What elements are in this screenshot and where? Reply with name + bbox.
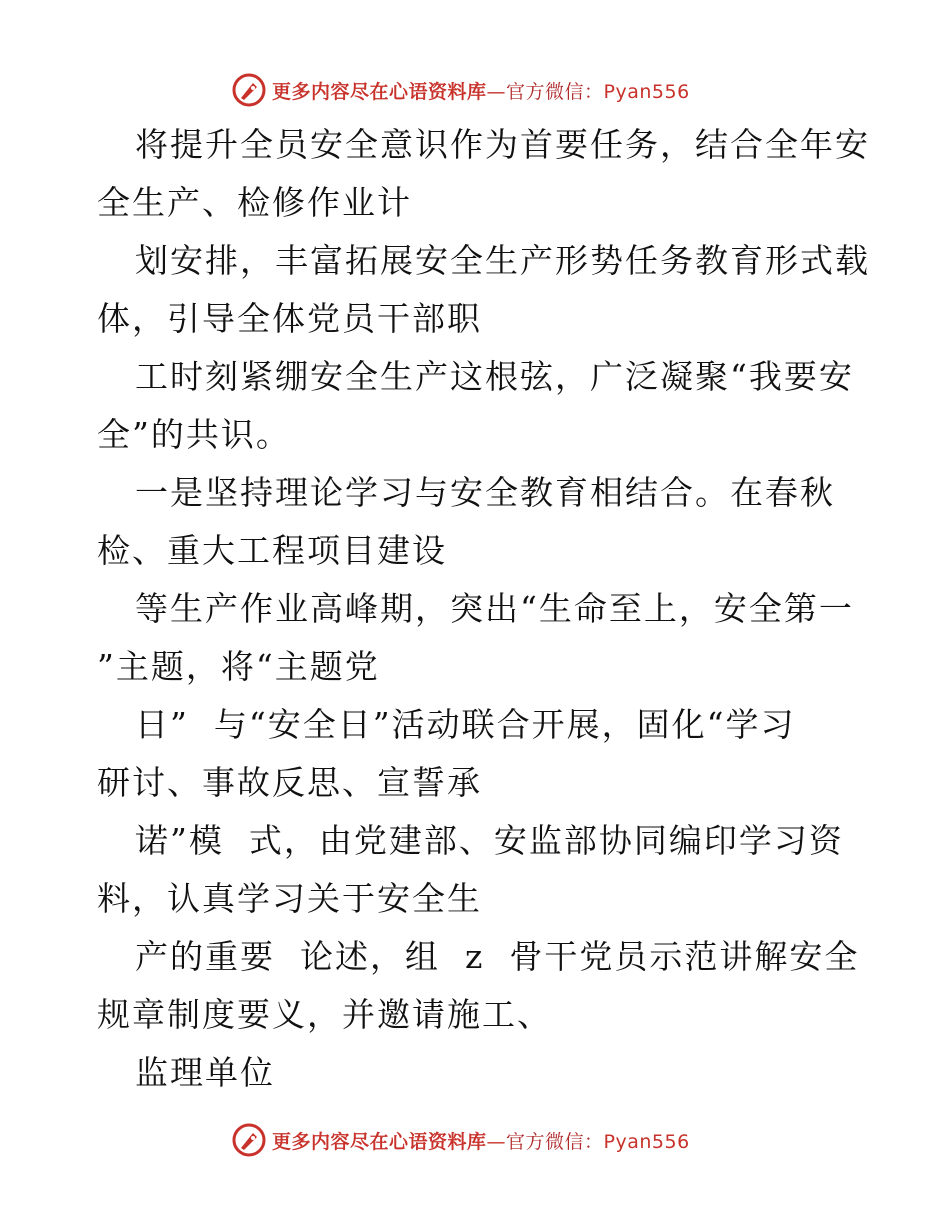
- banner-wechat-label: 官方微信：: [506, 1130, 604, 1153]
- body-line: 等生产作业高峰期，突出“生命至上，安全第一: [135, 589, 854, 628]
- body-line: 划安排，丰富拓展安全生产形势任务教育形式载: [135, 241, 870, 280]
- banner-wechat-id: Pyan556: [603, 1130, 690, 1153]
- pen-nib-logo-icon: [232, 73, 266, 107]
- body-line: 将提升全员安全意识作为首要任务，结合全年安: [135, 125, 870, 164]
- body-line: 规章制度要义，并邀请施工、: [97, 995, 552, 1034]
- body-line: 监理单位: [135, 1053, 275, 1092]
- header-banner: [0, 70, 950, 110]
- body-line: 体，引导全体党员干部职: [97, 299, 482, 338]
- body-line: 检、重大工程项目建设: [97, 531, 447, 570]
- body-line: 日” 与“安全日”活动联合开展，固化“学习: [135, 705, 796, 744]
- body-line: 诺”模 式，由党建部、安监部协同编印学习资: [135, 821, 844, 860]
- body-line: 料，认真学习关于安全生: [97, 879, 482, 918]
- banner-wechat-label: 官方微信：: [506, 80, 604, 103]
- banner-separator: —: [486, 80, 507, 103]
- body-line: 工时刻紧绷安全生产这根弦，广泛凝聚“我要安: [135, 357, 854, 396]
- body-line: 产的重要 论述，组 z 骨干党员示范讲解安全: [135, 937, 860, 976]
- footer-banner: [0, 1120, 950, 1160]
- banner-wechat-id: Pyan556: [603, 80, 690, 103]
- banner-brand-text: 更多内容尽在心语资料库: [272, 1130, 487, 1153]
- banner-brand-text: 更多内容尽在心语资料库: [272, 80, 487, 103]
- body-line: ”主题，将“主题党: [97, 647, 380, 686]
- banner-separator: —: [486, 1130, 507, 1153]
- body-line: 全生产、检修作业计: [97, 183, 412, 222]
- body-line: 研讨、事故反思、宣誓承: [97, 763, 482, 802]
- body-line: 全”的共识。: [97, 415, 291, 454]
- body-line: 一是坚持理论学习与安全教育相结合。在春秋: [135, 473, 835, 512]
- pen-nib-logo-icon: [232, 1123, 266, 1157]
